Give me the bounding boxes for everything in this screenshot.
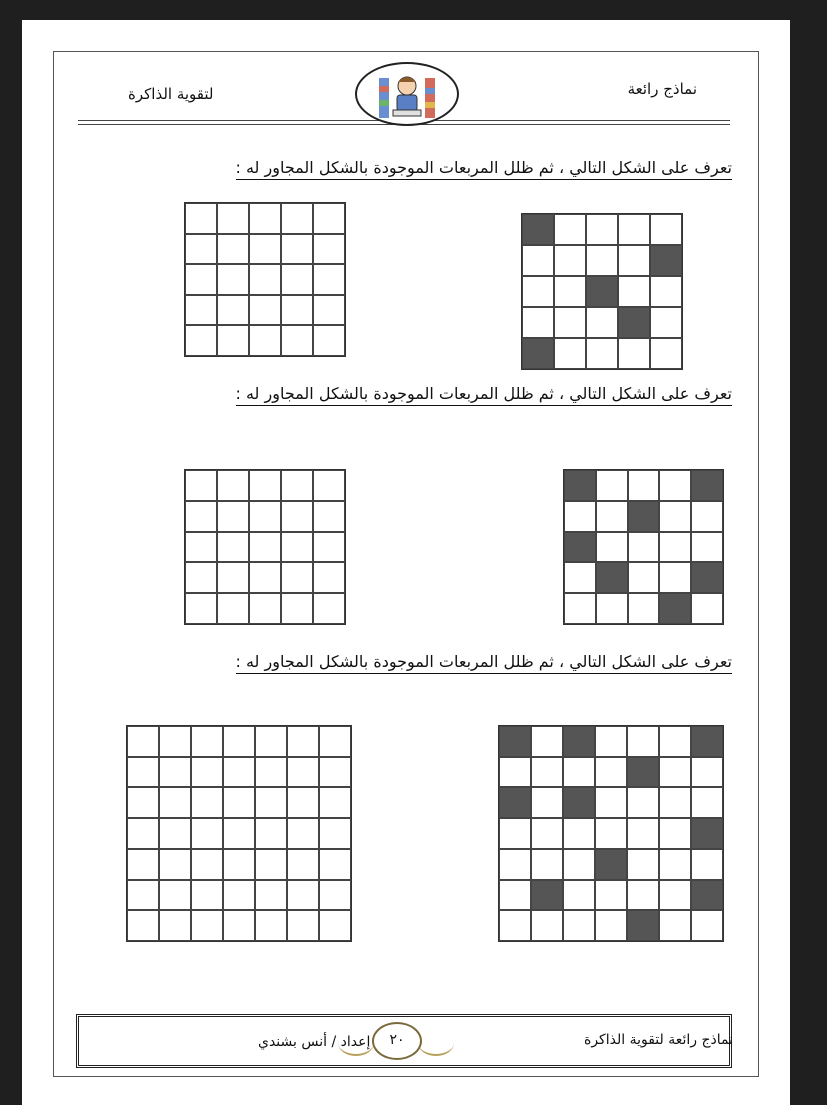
shaded-cell [659,593,691,624]
grid-cell[interactable] [249,325,281,356]
grid-cell [628,562,660,593]
grid-cell[interactable] [127,726,159,757]
grid-cell [563,757,595,788]
grid-cell[interactable] [249,593,281,624]
grid-cell [627,849,659,880]
grid-cell[interactable] [185,501,217,532]
instruction-2: تعرف على الشكل التالي ، ثم ظلل المربعات الموجودة بالشكل المجاور له : [236,384,733,406]
grid-cell[interactable] [281,234,313,265]
grid-cell[interactable] [217,295,249,326]
shaded-cell [564,532,596,563]
grid-cell [554,338,586,369]
header-left-title: لتقوية الذاكرة [128,85,214,103]
grid-cell[interactable] [185,593,217,624]
grid-cell [531,757,563,788]
grid-cell [531,849,563,880]
grid-cell[interactable] [159,818,191,849]
grid-cell[interactable] [287,880,319,911]
grid-cell [618,338,650,369]
grid-cell [586,214,618,245]
grid-cell[interactable] [159,757,191,788]
grid-cell [659,562,691,593]
grid-cell[interactable] [319,787,351,818]
grid-cell [522,307,554,338]
grid-cell[interactable] [249,501,281,532]
grid-cell[interactable] [313,532,345,563]
grid-cell[interactable] [185,532,217,563]
shaded-cell [499,787,531,818]
grid-cell [596,501,628,532]
answer-grid-3[interactable] [126,725,352,942]
right-band [790,0,827,1105]
shaded-cell [531,880,563,911]
answer-grid-1[interactable] [184,202,346,357]
grid-cell[interactable] [127,849,159,880]
grid-cell[interactable] [281,501,313,532]
shaded-cell [691,470,723,501]
grid-cell[interactable] [159,849,191,880]
grid-cell [531,818,563,849]
grid-cell [499,818,531,849]
grid-cell[interactable] [255,787,287,818]
grid-cell[interactable] [249,470,281,501]
footer-author: إعداد / أنس بشندي [258,1034,371,1050]
shaded-cell [627,910,659,941]
grid-cell [618,245,650,276]
grid-cell[interactable] [127,757,159,788]
reference-grid-1 [521,213,683,370]
grid-cell [659,910,691,941]
grid-cell[interactable] [185,295,217,326]
shaded-cell [586,276,618,307]
grid-cell[interactable] [281,470,313,501]
grid-cell[interactable] [313,501,345,532]
grid-cell [596,593,628,624]
grid-cell[interactable] [159,910,191,941]
grid-cell [563,880,595,911]
shaded-cell [618,307,650,338]
shaded-cell [691,818,723,849]
grid-cell[interactable] [159,787,191,818]
shaded-cell [596,562,628,593]
answer-grid-2[interactable] [184,469,346,625]
grid-cell[interactable] [159,880,191,911]
grid-cell[interactable] [223,787,255,818]
grid-cell [659,501,691,532]
grid-cell[interactable] [281,593,313,624]
grid-cell[interactable] [281,562,313,593]
grid-cell[interactable] [217,264,249,295]
grid-cell[interactable] [319,818,351,849]
grid-cell [618,276,650,307]
grid-cell[interactable] [249,234,281,265]
grid-cell [554,214,586,245]
grid-cell[interactable] [287,726,319,757]
grid-cell[interactable] [255,818,287,849]
grid-cell[interactable] [217,234,249,265]
grid-cell[interactable] [287,757,319,788]
grid-cell [627,818,659,849]
grid-cell[interactable] [281,295,313,326]
grid-cell [595,726,627,757]
reference-grid-2 [563,469,724,625]
grid-cell [691,787,723,818]
grid-cell[interactable] [191,818,223,849]
grid-cell[interactable] [287,787,319,818]
shaded-cell [563,726,595,757]
footer-series-title: نماذج رائعة لتقوية الذاكرة [584,1032,734,1048]
grid-cell[interactable] [185,325,217,356]
page-number: ٢٠ [372,1022,422,1060]
grid-cell [659,787,691,818]
grid-cell[interactable] [313,264,345,295]
grid-cell [595,757,627,788]
grid-cell [595,818,627,849]
grid-cell[interactable] [217,325,249,356]
grid-cell[interactable] [281,264,313,295]
grid-cell[interactable] [191,787,223,818]
grid-cell [659,880,691,911]
grid-cell [531,787,563,818]
grid-cell [627,880,659,911]
grid-cell [691,910,723,941]
grid-cell [596,470,628,501]
grid-cell [650,214,682,245]
grid-cell [499,757,531,788]
grid-cell[interactable] [287,818,319,849]
grid-cell [659,532,691,563]
grid-cell[interactable] [255,757,287,788]
grid-cell [650,276,682,307]
grid-cell [691,501,723,532]
grid-cell[interactable] [217,593,249,624]
grid-cell [618,214,650,245]
grid-cell [628,470,660,501]
shaded-cell [564,470,596,501]
grid-cell[interactable] [217,532,249,563]
shaded-cell [627,757,659,788]
grid-cell[interactable] [191,910,223,941]
boy-with-books-icon [355,62,459,126]
grid-cell[interactable] [281,203,313,234]
shaded-cell [691,562,723,593]
grid-cell [691,593,723,624]
grid-cell [650,307,682,338]
grid-cell[interactable] [223,726,255,757]
top-strip [0,0,827,22]
grid-cell[interactable] [319,910,351,941]
grid-cell [691,532,723,563]
grid-cell [595,910,627,941]
grid-cell[interactable] [255,849,287,880]
grid-cell [595,787,627,818]
grid-cell[interactable] [249,562,281,593]
grid-cell [586,245,618,276]
grid-cell[interactable] [127,880,159,911]
shaded-cell [628,501,660,532]
shaded-cell [563,787,595,818]
grid-cell [554,276,586,307]
grid-cell [563,849,595,880]
grid-cell[interactable] [217,203,249,234]
grid-cell [691,849,723,880]
grid-cell[interactable] [191,880,223,911]
grid-cell[interactable] [313,203,345,234]
grid-cell [531,910,563,941]
grid-cell[interactable] [217,562,249,593]
grid-cell[interactable] [249,264,281,295]
grid-cell[interactable] [313,295,345,326]
grid-cell[interactable] [223,757,255,788]
grid-cell[interactable] [255,726,287,757]
grid-cell[interactable] [191,726,223,757]
grid-cell [563,910,595,941]
grid-cell[interactable] [319,849,351,880]
grid-cell[interactable] [249,532,281,563]
shaded-cell [595,849,627,880]
grid-cell [554,307,586,338]
grid-cell [627,726,659,757]
grid-cell [563,818,595,849]
grid-cell[interactable] [249,295,281,326]
grid-cell [564,501,596,532]
shaded-cell [650,245,682,276]
ornament-right-icon [418,1030,454,1056]
grid-cell[interactable] [281,532,313,563]
grid-cell[interactable] [223,880,255,911]
grid-cell [659,726,691,757]
grid-cell[interactable] [287,849,319,880]
grid-cell[interactable] [313,325,345,356]
grid-cell [596,532,628,563]
grid-cell [650,338,682,369]
grid-cell[interactable] [313,562,345,593]
grid-cell [691,757,723,788]
grid-cell [564,562,596,593]
grid-cell[interactable] [319,726,351,757]
grid-cell [659,757,691,788]
grid-cell [499,849,531,880]
grid-cell[interactable] [319,880,351,911]
grid-cell[interactable] [281,325,313,356]
grid-cell [499,880,531,911]
grid-cell [554,245,586,276]
shaded-cell [522,338,554,369]
grid-cell [522,245,554,276]
grid-cell[interactable] [127,787,159,818]
grid-cell [595,880,627,911]
grid-cell [586,307,618,338]
grid-cell [659,818,691,849]
shaded-cell [499,726,531,757]
grid-cell [586,338,618,369]
grid-cell[interactable] [223,910,255,941]
grid-cell[interactable] [313,593,345,624]
shaded-cell [691,726,723,757]
grid-cell[interactable] [185,203,217,234]
grid-cell [564,593,596,624]
grid-cell [499,910,531,941]
grid-cell[interactable] [255,910,287,941]
grid-cell [627,787,659,818]
grid-cell [659,470,691,501]
grid-cell[interactable] [313,234,345,265]
grid-cell [659,849,691,880]
grid-cell[interactable] [287,910,319,941]
grid-cell[interactable] [191,757,223,788]
grid-cell [531,726,563,757]
grid-cell[interactable] [191,849,223,880]
grid-cell [628,593,660,624]
grid-cell[interactable] [185,264,217,295]
grid-cell[interactable] [217,501,249,532]
grid-cell[interactable] [127,818,159,849]
instruction-3: تعرف على الشكل التالي ، ثم ظلل المربعات الموجودة بالشكل المجاور له : [236,652,733,674]
grid-cell[interactable] [185,562,217,593]
grid-cell[interactable] [249,203,281,234]
grid-cell[interactable] [319,757,351,788]
grid-cell [628,532,660,563]
instruction-1: تعرف على الشكل التالي ، ثم ظلل المربعات الموجودة بالشكل المجاور له : [236,158,733,180]
grid-cell[interactable] [223,849,255,880]
grid-cell[interactable] [185,470,217,501]
ornament-left-icon [338,1030,374,1056]
grid-cell[interactable] [223,818,255,849]
grid-cell[interactable] [185,234,217,265]
grid-cell[interactable] [255,880,287,911]
grid-cell[interactable] [217,470,249,501]
reference-grid-3 [498,725,724,942]
grid-cell[interactable] [127,910,159,941]
header-right-title: نماذج رائعة [627,80,697,98]
shaded-cell [522,214,554,245]
grid-cell[interactable] [313,470,345,501]
grid-cell [522,276,554,307]
grid-cell[interactable] [159,726,191,757]
shaded-cell [691,880,723,911]
